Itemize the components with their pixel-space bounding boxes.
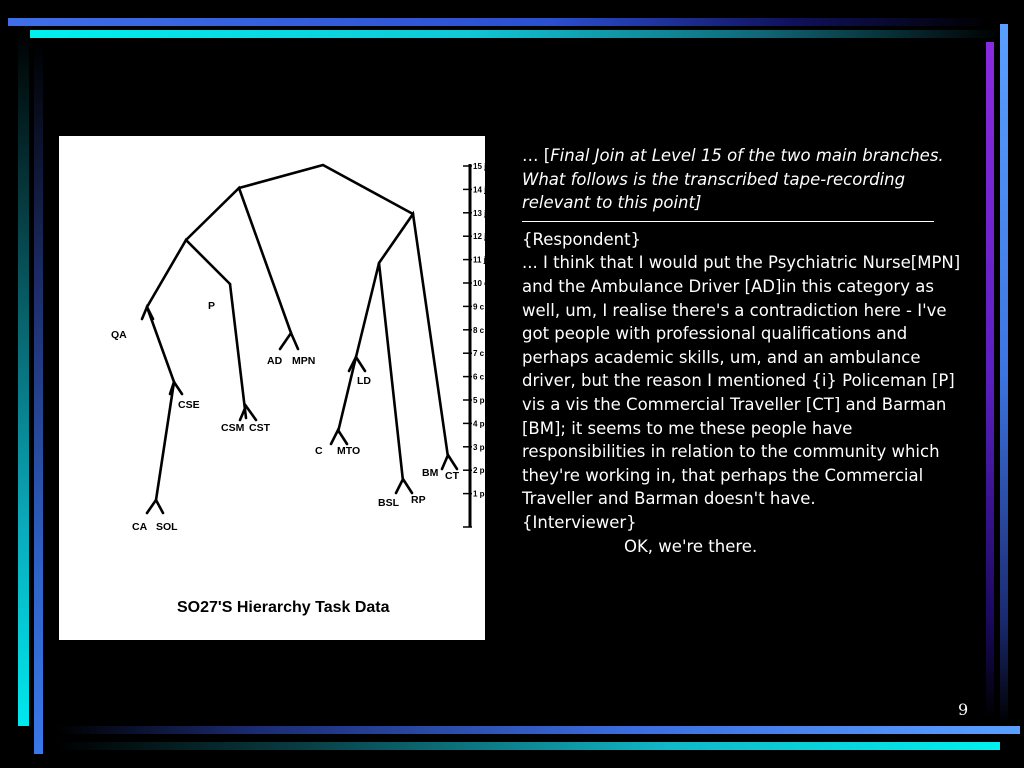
fork-ad-mpn (280, 333, 298, 349)
leaf-label-qa: QA (111, 329, 127, 341)
transcript-intro (522, 144, 962, 215)
scale-tick-label: 7 c (473, 349, 485, 359)
tree-branches (142, 165, 457, 513)
decor-bar-right-blue (1000, 24, 1008, 724)
transcript-text (522, 144, 962, 558)
scale-tick-label: 12 j (473, 232, 487, 242)
decor-bar-left-blue (34, 42, 43, 754)
leaf-label-ld: LD (357, 375, 371, 387)
scale-tick-label: 6 c (473, 372, 485, 382)
interviewer-tag: {Interviewer} (522, 512, 637, 532)
branch-right-main (379, 214, 448, 457)
branch-left-main (186, 188, 291, 333)
diagram-title: SO27'S Hierarchy Task Data (177, 599, 390, 616)
scale-tick-label: 1 p (473, 489, 485, 499)
fork-ca-sol (147, 500, 163, 513)
divider-line (522, 221, 934, 222)
leaf-label-mpn: MPN (292, 355, 316, 367)
leaf-label-ad: AD (267, 355, 283, 367)
leaf-label-csm: CSM (221, 422, 245, 434)
fork-c-mto (331, 430, 347, 444)
leaf-label-bsl: BSL (378, 497, 399, 509)
fork-csm-cst (240, 406, 256, 420)
branch-cse-ca (156, 382, 174, 500)
decor-bar-left-cyan (18, 30, 29, 726)
respondent-tag: {Respondent} (522, 229, 642, 249)
leaf-label-p: P (208, 300, 216, 312)
scale-tick-label: 11 j (473, 255, 486, 265)
decor-bar-bottom-blue (56, 726, 1020, 734)
scale-tick-label: 3 p (473, 442, 485, 452)
hierarchy-diagram (59, 136, 489, 640)
decor-bar-bottom-cyan (56, 742, 1000, 750)
intro-prefix: … [ (522, 146, 551, 165)
leaf-label-ca: CA (132, 521, 148, 533)
branch-left-sub (147, 240, 230, 307)
fork-ld (349, 357, 365, 371)
scale-tick-label: 4 p (473, 419, 485, 429)
scale-tick-label: 14 j (473, 185, 487, 195)
leaf-label-ct: CT (445, 470, 459, 482)
scale-tick-label: 13 j (473, 208, 487, 218)
intro-italic: Final Join at Level 15 of the two main branches. What follows is the transcribed tape-recording relevant to this point] (522, 146, 944, 213)
scale-tick-label: 10 c (473, 279, 489, 288)
level-scale (463, 162, 489, 527)
decor-bar-top-blue (8, 18, 992, 26)
branch-qa-cse (147, 307, 174, 382)
branch-root-join (239, 165, 413, 214)
page-number: 9 (958, 700, 969, 719)
leaf-label-c: C (315, 445, 323, 457)
branch-p-cst (230, 284, 246, 418)
fork-qa (142, 307, 153, 319)
leaf-label-mto: MTO (337, 445, 361, 457)
branch-ld-mto (338, 357, 356, 432)
scale-tick-label: 9 c (473, 302, 485, 312)
scale-tick-label: 2 p (473, 466, 485, 476)
scale-tick-label: 15 j (473, 162, 487, 171)
decor-bar-top-cyan (30, 30, 1000, 38)
leaf-label-cst: CST (249, 422, 270, 434)
fork-cse (170, 382, 182, 394)
interviewer-text: OK, we're there. (624, 536, 758, 556)
leaf-label-cse: CSE (178, 399, 200, 411)
hierarchy-tree-svg (59, 136, 489, 640)
scale-tick-label: 5 p (473, 396, 485, 405)
leaf-label-sol: SOL (156, 521, 178, 533)
scale-tick-label: 8 c (473, 325, 485, 335)
fork-bsl-rp (396, 479, 412, 493)
branch-right-sub (356, 263, 403, 481)
fork-bm-ct (442, 455, 457, 469)
decor-bar-right-purple (986, 42, 994, 718)
leaf-label-rp: RP (411, 494, 426, 506)
leaf-label-bm: BM (422, 467, 439, 479)
respondent-text: ... I think that I would put the Psychiatric Nurse[MPN] and the Ambulance Driver [AD]in this category as well, um, I realise there's a contradiction here - I've got people with professional qualifications and perhaps academic skills, um, and an ambulance driver, but the reason I mentioned {i} Policeman [P] vis a vis the Commercial Traveller [CT] and Barman [BM]; it seems to me these people have responsibilities in relation to the community which they're working in, that perhaps the Commercial Traveller and Barman doesn't have. (522, 253, 961, 509)
